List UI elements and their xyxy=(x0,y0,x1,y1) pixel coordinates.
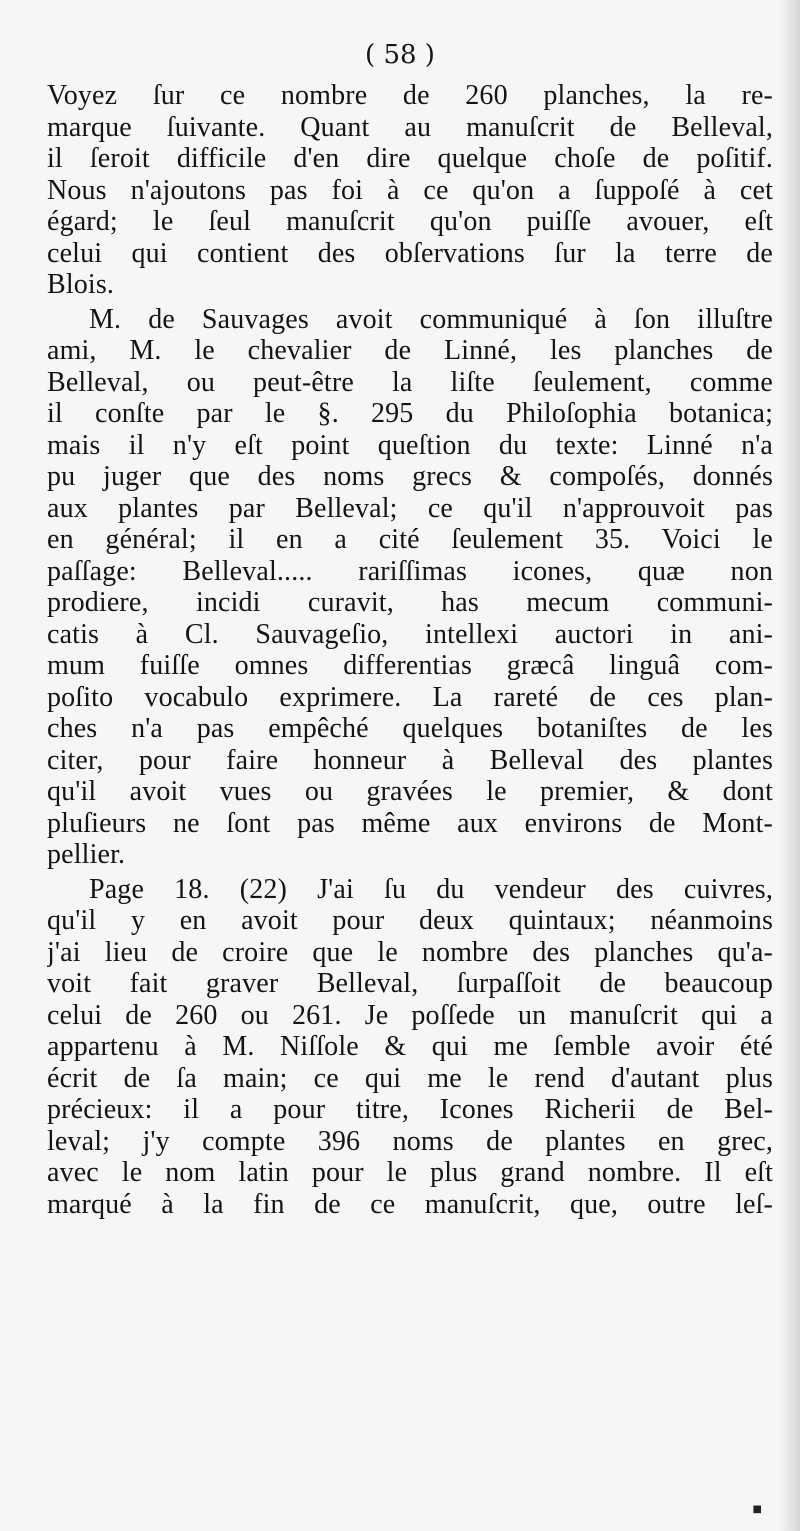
text-line: marqué à la fin de ce manuſcrit, que, outre leſ- xyxy=(47,1188,773,1220)
text-line: celui de 260 ou 261. Je poſſede un manuſcrit qui a xyxy=(47,999,773,1031)
text-line: voit fait graver Belleval, ſurpaſſoit de beaucoup xyxy=(47,968,773,999)
text-line: M. de Sauvages avoit communiqué à ſon illuſtre xyxy=(89,303,773,335)
text-line: ami, M. le chevalier de Linné, les planches de xyxy=(47,335,773,366)
text-line: précieux: il a pour titre, Icones Richerii de Bel- xyxy=(47,1094,773,1125)
text-line: pellier. xyxy=(47,839,126,870)
text-line: j'ai lieu de croire que le nombre des planches qu'a- xyxy=(47,936,773,968)
text-line: mum fuiſſe omnes differentias græcâ linguâ com- xyxy=(47,650,773,681)
text-line: aux plantes par Belleval; ce qu'il n'approuvoit pas xyxy=(47,492,773,524)
text-line: il conſte par le §. 295 du Philoſophia botanica; xyxy=(47,398,773,429)
text-line: citer, pour faire honneur à Belleval des plantes xyxy=(47,744,773,776)
footer-mark: ■ xyxy=(752,1504,762,1515)
text-line: pluſieurs ne ſont pas même aux environs de Mont- xyxy=(47,807,773,839)
text-line: prodiere, incidi curavit, has mecum communi- xyxy=(47,587,773,618)
text-line: Voyez ſur ce nombre de 260 planches, la re- xyxy=(47,80,773,111)
text-line: leval; j'y compte 396 noms de plantes en grec, xyxy=(47,1125,773,1157)
text-line: qu'il y en avoit pour deux quintaux; néanmoins xyxy=(47,905,773,936)
text-line: en général; il en a cité ſeulement 35. Voici le xyxy=(47,524,773,555)
text-line: Page 18. (22) J'ai ſu du vendeur des cuivres, xyxy=(89,873,773,905)
text-line: égard; le ſeul manuſcrit qu'on puiſſe avouer, eſt xyxy=(47,206,773,237)
text-line: catis à Cl. Sauvageſio, intellexi auctori in ani- xyxy=(47,618,773,650)
text-line: appartenu à M. Niſſole & qui me ſemble avoir été xyxy=(47,1031,773,1062)
text-line: écrit de ſa main; ce qui me le rend d'autant plus xyxy=(47,1062,773,1094)
text-line: il ſeroit difficile d'en dire quelque choſe de poſitif. xyxy=(47,143,773,174)
text-line: qu'il avoit vues ou gravées le premier, & dont xyxy=(47,776,773,807)
text-line: celui qui contient des obſervations ſur la terre de xyxy=(47,237,773,269)
text-line: marque ſuivante. Quant au manuſcrit de Belleval, xyxy=(47,111,773,143)
page-number: ( 58 ) xyxy=(365,40,435,70)
text-line: ches n'a pas empêché quelques botaniſtes de les xyxy=(47,713,773,744)
text-line: poſito vocabulo exprimere. La rareté de ces plan- xyxy=(47,681,773,713)
text-line: mais il n'y eſt point queſtion du texte: Linné n'a xyxy=(47,429,773,461)
body-text xyxy=(47,80,773,1220)
text-line: Nous n'ajoutons pas foi à ce qu'on a ſuppoſé à cet xyxy=(47,174,773,206)
text-line: avec le nom latin pour le plus grand nombre. Il eſt xyxy=(47,1157,773,1188)
text-line: Blois. xyxy=(47,269,115,300)
text-line: pu juger que des noms grecs & compoſés, donnés xyxy=(47,461,773,492)
text-line: Belleval, ou peut-être la liſte ſeulement, comme xyxy=(47,366,773,398)
page-edge-shadow xyxy=(778,0,800,1531)
text-line: paſſage: Belleval..... rariſſimas icones, quæ non xyxy=(47,555,773,587)
